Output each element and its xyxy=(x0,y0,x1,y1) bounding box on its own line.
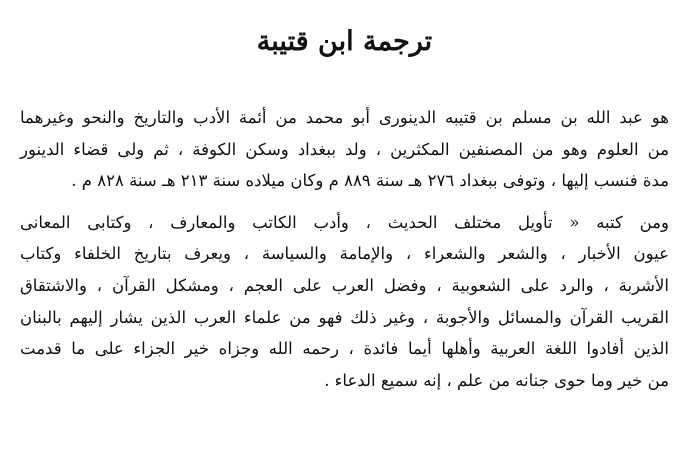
biography-paragraph xyxy=(20,102,669,197)
paragraph-line: هو عبد الله بن مسلم بن قتيبه الدينورى أبو محمد من أئمة الأدب والتاريخ والنحو وغيرهما xyxy=(20,108,669,127)
works-paragraph xyxy=(20,207,669,397)
paragraph-line: القريب القرآن والمسائل والأجوبة ، وغير ذلك فهو من علماء العرب الذين يشار إليهم بالبنان xyxy=(20,307,669,327)
paragraph-line: الذين أفادوا اللغة العربية وأهلها أيما فائدة ، رحمه الله وجزاه خير الجزاء على ما قدمت xyxy=(20,339,669,359)
paragraph-line: من العلوم وهو من المصنفين المكثرين ، ولد ببغداد وسكن الكوفة ، ثم ولى قضاء الدينور xyxy=(20,139,669,159)
paragraph-line: عيون الأخبار ، والشعر والشعراء ، والإمامة والسياسة ، ويعرف بتاريخ الخلفاء وكتاب xyxy=(20,244,669,264)
paragraph-line: من خير وما حوى جنانه من علم ، إنه سميع الدعاء . xyxy=(324,370,669,390)
paragraph-line: مدة فنسب إليها ، وتوفى ببغداد ٢٧٦ هـ سنة ٨٨٩ م وكان ميلاده سنة ٢١٣ هـ سنة ٨٢٨ م . xyxy=(71,171,669,191)
paragraph-line: ومن كتبه « تأويل مختلف الحديث ، وأدب الكاتب والمعارف ، وكتابى المعانى xyxy=(20,212,669,232)
document-title: ترجمة ابن قتيبة xyxy=(256,26,433,57)
paragraph-line: الأشربة ، والرد على الشعوبية ، وفضل العرب على العجم ، ومشكل القرآن ، والاشتقاق xyxy=(20,275,669,295)
